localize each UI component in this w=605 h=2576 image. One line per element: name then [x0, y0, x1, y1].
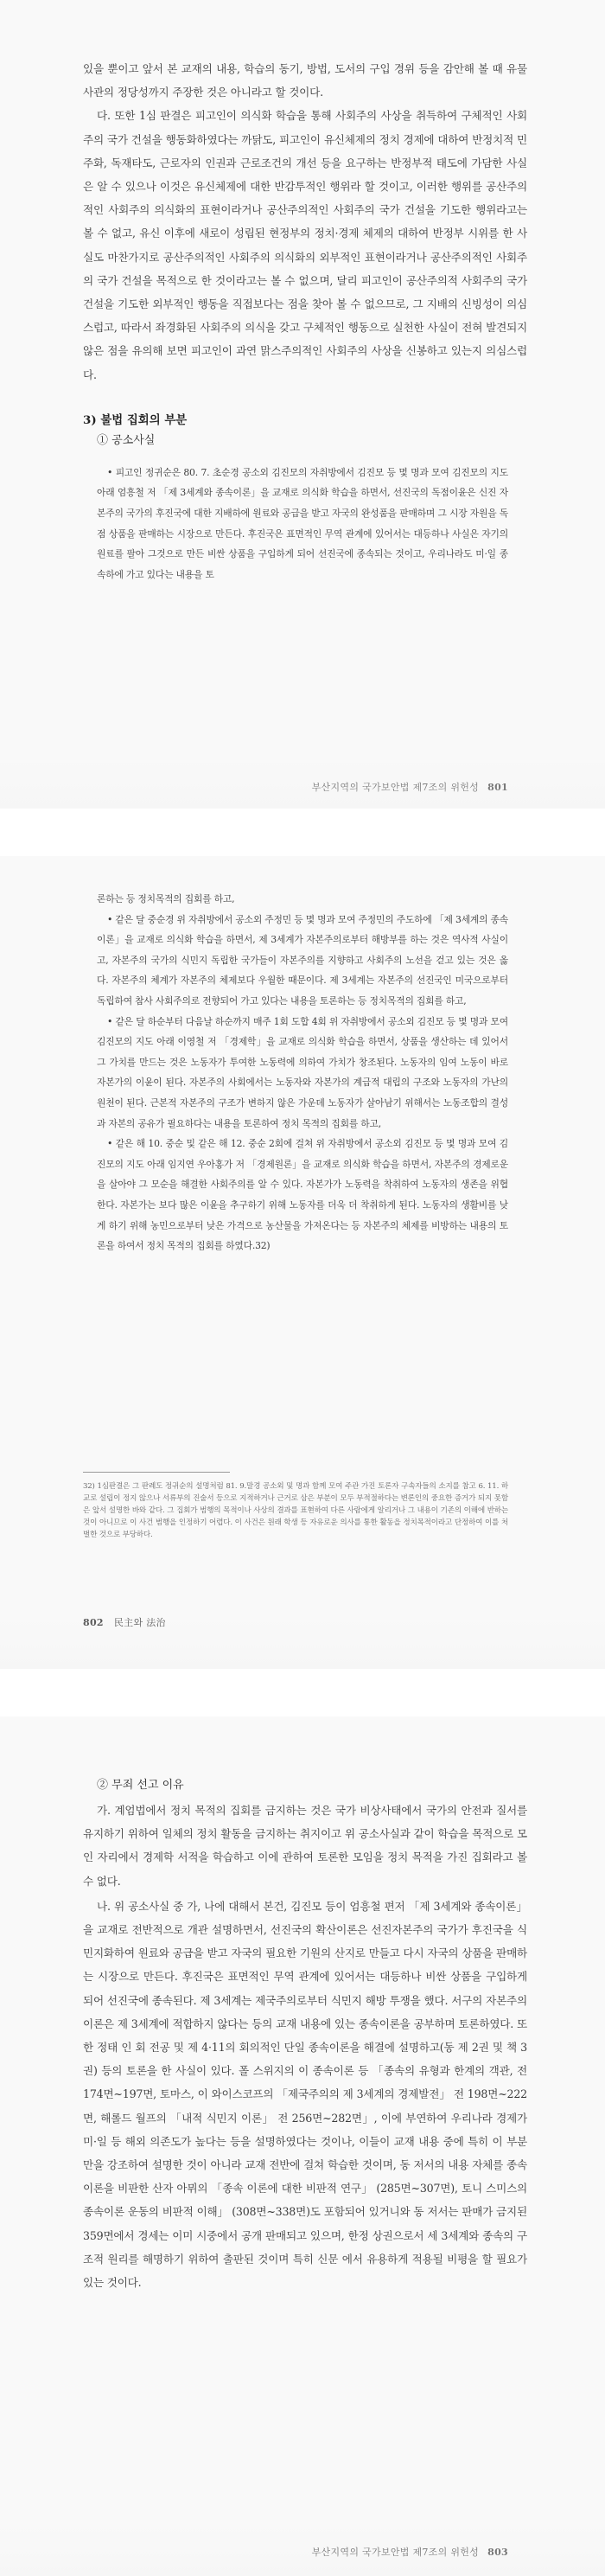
- page-shadow: [0, 757, 605, 809]
- indictment-quote: [97, 463, 508, 585]
- bullet-mark: •: [107, 1138, 113, 1150]
- page-802-body: [0, 882, 605, 1256]
- page-803-body: [0, 1749, 605, 2294]
- running-title: 부산지역의 국가보안법 제7조의 위헌성: [311, 2547, 480, 2558]
- page-shadow: [0, 2524, 605, 2576]
- footnote: 32) 1심판결은 그 판례도 정귀순의 설명처럼 81. 9.말경 공소외 및 명과 함께 모여 주관 가진 토론자 구속자들의 소지를 참고 6. 11. 하교로 설립이 정지 않으나 서류부의 진술서 등으로 지적하거나 근거로 삼은 부분이 모두 부적절하다는 변론인의 중요한 증거가 되지 못함은 앞서 설명한 바와 같다. 그 집회가 범행의 목적이나 사상의 결과를 표현하여 다른 사람에게 알리거나 그 내용이 기존의 이해에 반하는 것이 아니므로 이 사건 범행을 인정하기 어렵다. 이 사건은 원래 학생 등 자유로운 의사를 통한 활동을 정치목적이라고 단정하여 이를 처벌한 것으로 부당하다.: [83, 1482, 508, 1539]
- footnote-divider: [83, 1472, 230, 1473]
- item-text: 같은 달 중순경 위 자취방에서 공소외 주정민 등 몇 명과 모여 주정민의 주도하에 「제 3세계의 종속 이론」을 교재로 의식화 학습을 하면서, 제 3세계가 자본주의로부터 해방부를 하는 것은 역사적 사실이고, 자본주의 국가의 식민지 독립한 국가들이 자본주의를 지향하고 사회주의 노선을 걷고 있는 것은 옳다. 자본주의 체계가 자본주의 체제보다 우월한 때문이다. 제 3세계는 자본주의 선진국인 미국으로부터 독립하여 참사 사회주의로 전향되어 가고 있다는 내용을 토론하는 등 정치목적의 집회를 하고,: [97, 913, 508, 1007]
- subsection-heading: ① 공소사실: [97, 433, 156, 447]
- paragraph: 다. 또한 1심 판결은 피고인이 의식화 학습을 통해 사회주의 사상을 취득하여 구체적인 사회주의 국가 건설을 행동화하였다는 까닭도, 피고인이 유신체제의 정치 경제에 대하여 반정치적 민주화, 독재타도, 근로자의 인권과 근로조건의 개선 등을 요구하는 반정부적 태도에 가담한 사실은 알 수 있으나 이것은 유신체제에 대한 반감투적인 행위라 할 것이고, 이러한 행위를 공산주의적인 사회주의 의식화의 표현이라거나 공산주의적인 사회주의 국가 건설을 기도한 행위라고는 볼 수 없고, 유신 이후에 새로이 성립된 현정부의 정치·경제 체제의 대하여 반정부 시위를 한 사실도 마찬가지로 공산주의적인 사회주의 의식화의 외부적인 표현이라거나 공산주의적인 사회주의 국가 건설을 목적으로 한 것이라고는 볼 수 없으며, 달리 피고인이 공산주의적 사회주의 국가 건설을 기도한 외부적인 행동을 직접보다는 점을 찾아 볼 수 없으므로, 그 지배의 신빙성이 의심스럽고, 따라서 좌경화된 사회주의 의식을 갖고 구체적인 행동으로 실천한 사실이 전혀 발견되지 않은 점을 유의해 보면 피고인이 과연 맑스주의적인 사회주의 사상을 신봉하고 있는지 의심스럽다.: [83, 109, 527, 381]
- page-number: 801: [487, 782, 508, 793]
- paragraph: 있을 뿐이고 앞서 본 교재의 내용, 학습의 동기, 방법, 도서의 구입 경위 등을 감안해 볼 때 유물 사관의 정당성까지 주장한 것은 아니라고 할 것이다.: [83, 62, 527, 99]
- item-text: 같은 달 하순부터 다음날 하순까지 매주 1회 도합 4회 위 자취방에서 공소외 김진모 등 몇 명과 모여 김진모의 지도 아래 이영철 저 「경제학」을 교재로 의식화 학습을 하면서, 상품을 생산하는 데 있어서 그 가치를 만드는 것은 노동자가 투여한 노동력에 의하여 가치가 창조된다. 노동자의 임여 노동이 바로 자본가의 이윤이 된다. 자본주의 사회에서는 노동자와 자본가의 계급적 대립의 구조와 노동자의 가난의 원천이 된다. 근본적 자본주의 구조가 변하지 않은 가운데 노동자가 살아남기 위해서는 노동조합의 결성과 자본의 공유가 필요하다는 내용을 토론하여 정치 목적의 집회를 하고,: [97, 1015, 508, 1129]
- page-shadow: [0, 1617, 605, 1669]
- paragraph: 가. 계엄법에서 정치 목적의 집회를 금지하는 것은 국가 비상사태에서 국가의 안전과 질서를 유지하기 위하여 일체의 정치 활동을 금지하는 취지이고 위 공소사실과 같이 학습을 목적으로 모인 자리에서 경제학 서적을 학습하고 이에 관하여 토론한 모임을 정치 목적을 가진 집회라고 볼 수 없다.: [83, 1804, 527, 1888]
- bullet-mark: •: [107, 466, 113, 478]
- page-801-body: [0, 57, 605, 585]
- item-text: 같은 해 10. 중순 및 같은 해 12. 중순 2회에 걸쳐 위 자취방에서 공소외 김진모 등 몇 명과 모여 김진모의 지도 아래 임지연 우아홍가 저 「경제원론」을 교재로 의식화 학습을 하면서, 자본주의 경제로운을 살아야 그 모순을 해결한 사회주의를 알 수 있다. 자본가가 노동력을 착취하여 노동자의 생존을 위협한다. 자본가는 보다 많은 이윤을 추구하기 위해 노동자를 더욱 더 착취하게 된다. 노동자의 생활비를 낮게 하기 위해 농민으로부터 낮은 가격으로 농산물을 가져온다는 등 자본주의 체제를 비방하는 내용의 토론을 하여서 정치 목적의 집회를 하였다.32): [97, 1138, 509, 1252]
- paragraph: 나. 위 공소사실 중 가, 나에 대해서 본건, 김진모 등이 엄흥철 편저 「제 3세계와 종속이론」을 교재로 전반적으로 개관 설명하면서, 선진국의 확산이론은 선진자본주의 국가가 후진국을 식민지화하여 원료와 공급을 받고 자국의 필요한 기원의 산지로 만들고 다시 자국의 상품을 판매하는 시장으로 만든다. 후진국은 표면적인 무역 관계에 있어서는 대등하나 비싼 상품을 구입하게 되어 선진국에 종속된다. 제 3세계는 제국주의로부터 식민지 해방 투쟁을 했다. 서구의 자본주의 이론은 제 3세계에 적합하지 않다는 등의 교재 내용에 있는 종속이론을 공부하며 토론하였다. 또한 정태 인 회 전공 및 제 4·11의 회의적인 단일 종속이론을 해결에 설명하고(동 제 2권 및 책 3권) 등의 토론을 한 사실이 있다. 폴 스위지의 이 종속이론 등 「종속의 유형과 한계의 객관, 전 174면~197면, 토마스, 이 와이스코프의 「제국주의의 제 3세계의 경제발전」 전 198면~222면, 해롤드 월프의 「내적 식민지 이론」 전 256면~282면」, 이에 부연하여 우리나라 경제가 미·일 등 해외 의존도가 높다는 등을 설명하였다는 것이나, 이들이 교재 내용 중에 특히 이 부분만을 강조하여 설명한 것이 아니라 교재 전반에 걸쳐 학습한 것이며, 동 저서의 내용 자체를 종속이론을 비판한 산자 아뮈의 「종속 이론에 대한 비판적 연구」 (285면~307면), 토니 스미스의 종속이론 운동의 비판적 이해」 (308면~338면)도 포함되어 있거니와 동 저서는 판매가 금지된 359면에서 경세는 이미 시중에서 공개 판매되고 있으며, 한정 상권으로서 세 3세계와 종속의 구조적 원리를 해명하기 위하여 출판된 것이며 특히 신문 에서 유용하게 적용될 비평을 할 필요가 있는 것이다.: [83, 1899, 527, 2290]
- section-heading: 3) 불법 집회의 부분: [83, 412, 188, 427]
- indictment-item: [97, 1012, 508, 1135]
- indictment-item: [97, 1134, 508, 1256]
- page-number: 803: [487, 2547, 508, 2558]
- page-802: [0, 856, 605, 1669]
- bullet-mark: •: [107, 913, 113, 925]
- page-number: 802: [83, 1617, 104, 1628]
- running-title: 부산지역의 국가보안법 제7조의 위헌성: [311, 782, 480, 793]
- quote-continuation: 론하는 등 정치목적의 집회를 하고,: [97, 893, 235, 904]
- subsection-heading: ② 무죄 선고 이유: [97, 1779, 184, 1792]
- page-803: [0, 1716, 605, 2576]
- bullet-mark: •: [107, 1015, 113, 1027]
- page-801: [0, 0, 605, 809]
- indictment-item: [97, 910, 508, 1012]
- journal-title: 民主와 法治: [113, 1617, 166, 1628]
- quote-text: 피고인 정귀순은 80. 7. 초순경 공소외 김진모의 자취방에서 김진모 등 몇 명과 모여 김진모의 지도 아래 엄흥철 저 「제 3세계와 종속이론」을 교재로 의식화 학습을 하면서, 선진국의 독점이윤은 신진 자본주의 국가의 후진국에 대한 지배하에 원료와 공급을 받고 자국의 완성품을 판매하며 그 시장 자원을 독점 상품을 판매하는 시장으로 만든다. 후진국은 표면적인 무역 관계에 있어서는 대등하나 사실은 자기의 원료를 팔아 그것으로 만든 비싼 상품을 구입하게 되어 선진국에 종속되는 것이고, 우리나라도 미·일 종속하에 가고 있다는 내용을 토: [97, 466, 508, 580]
